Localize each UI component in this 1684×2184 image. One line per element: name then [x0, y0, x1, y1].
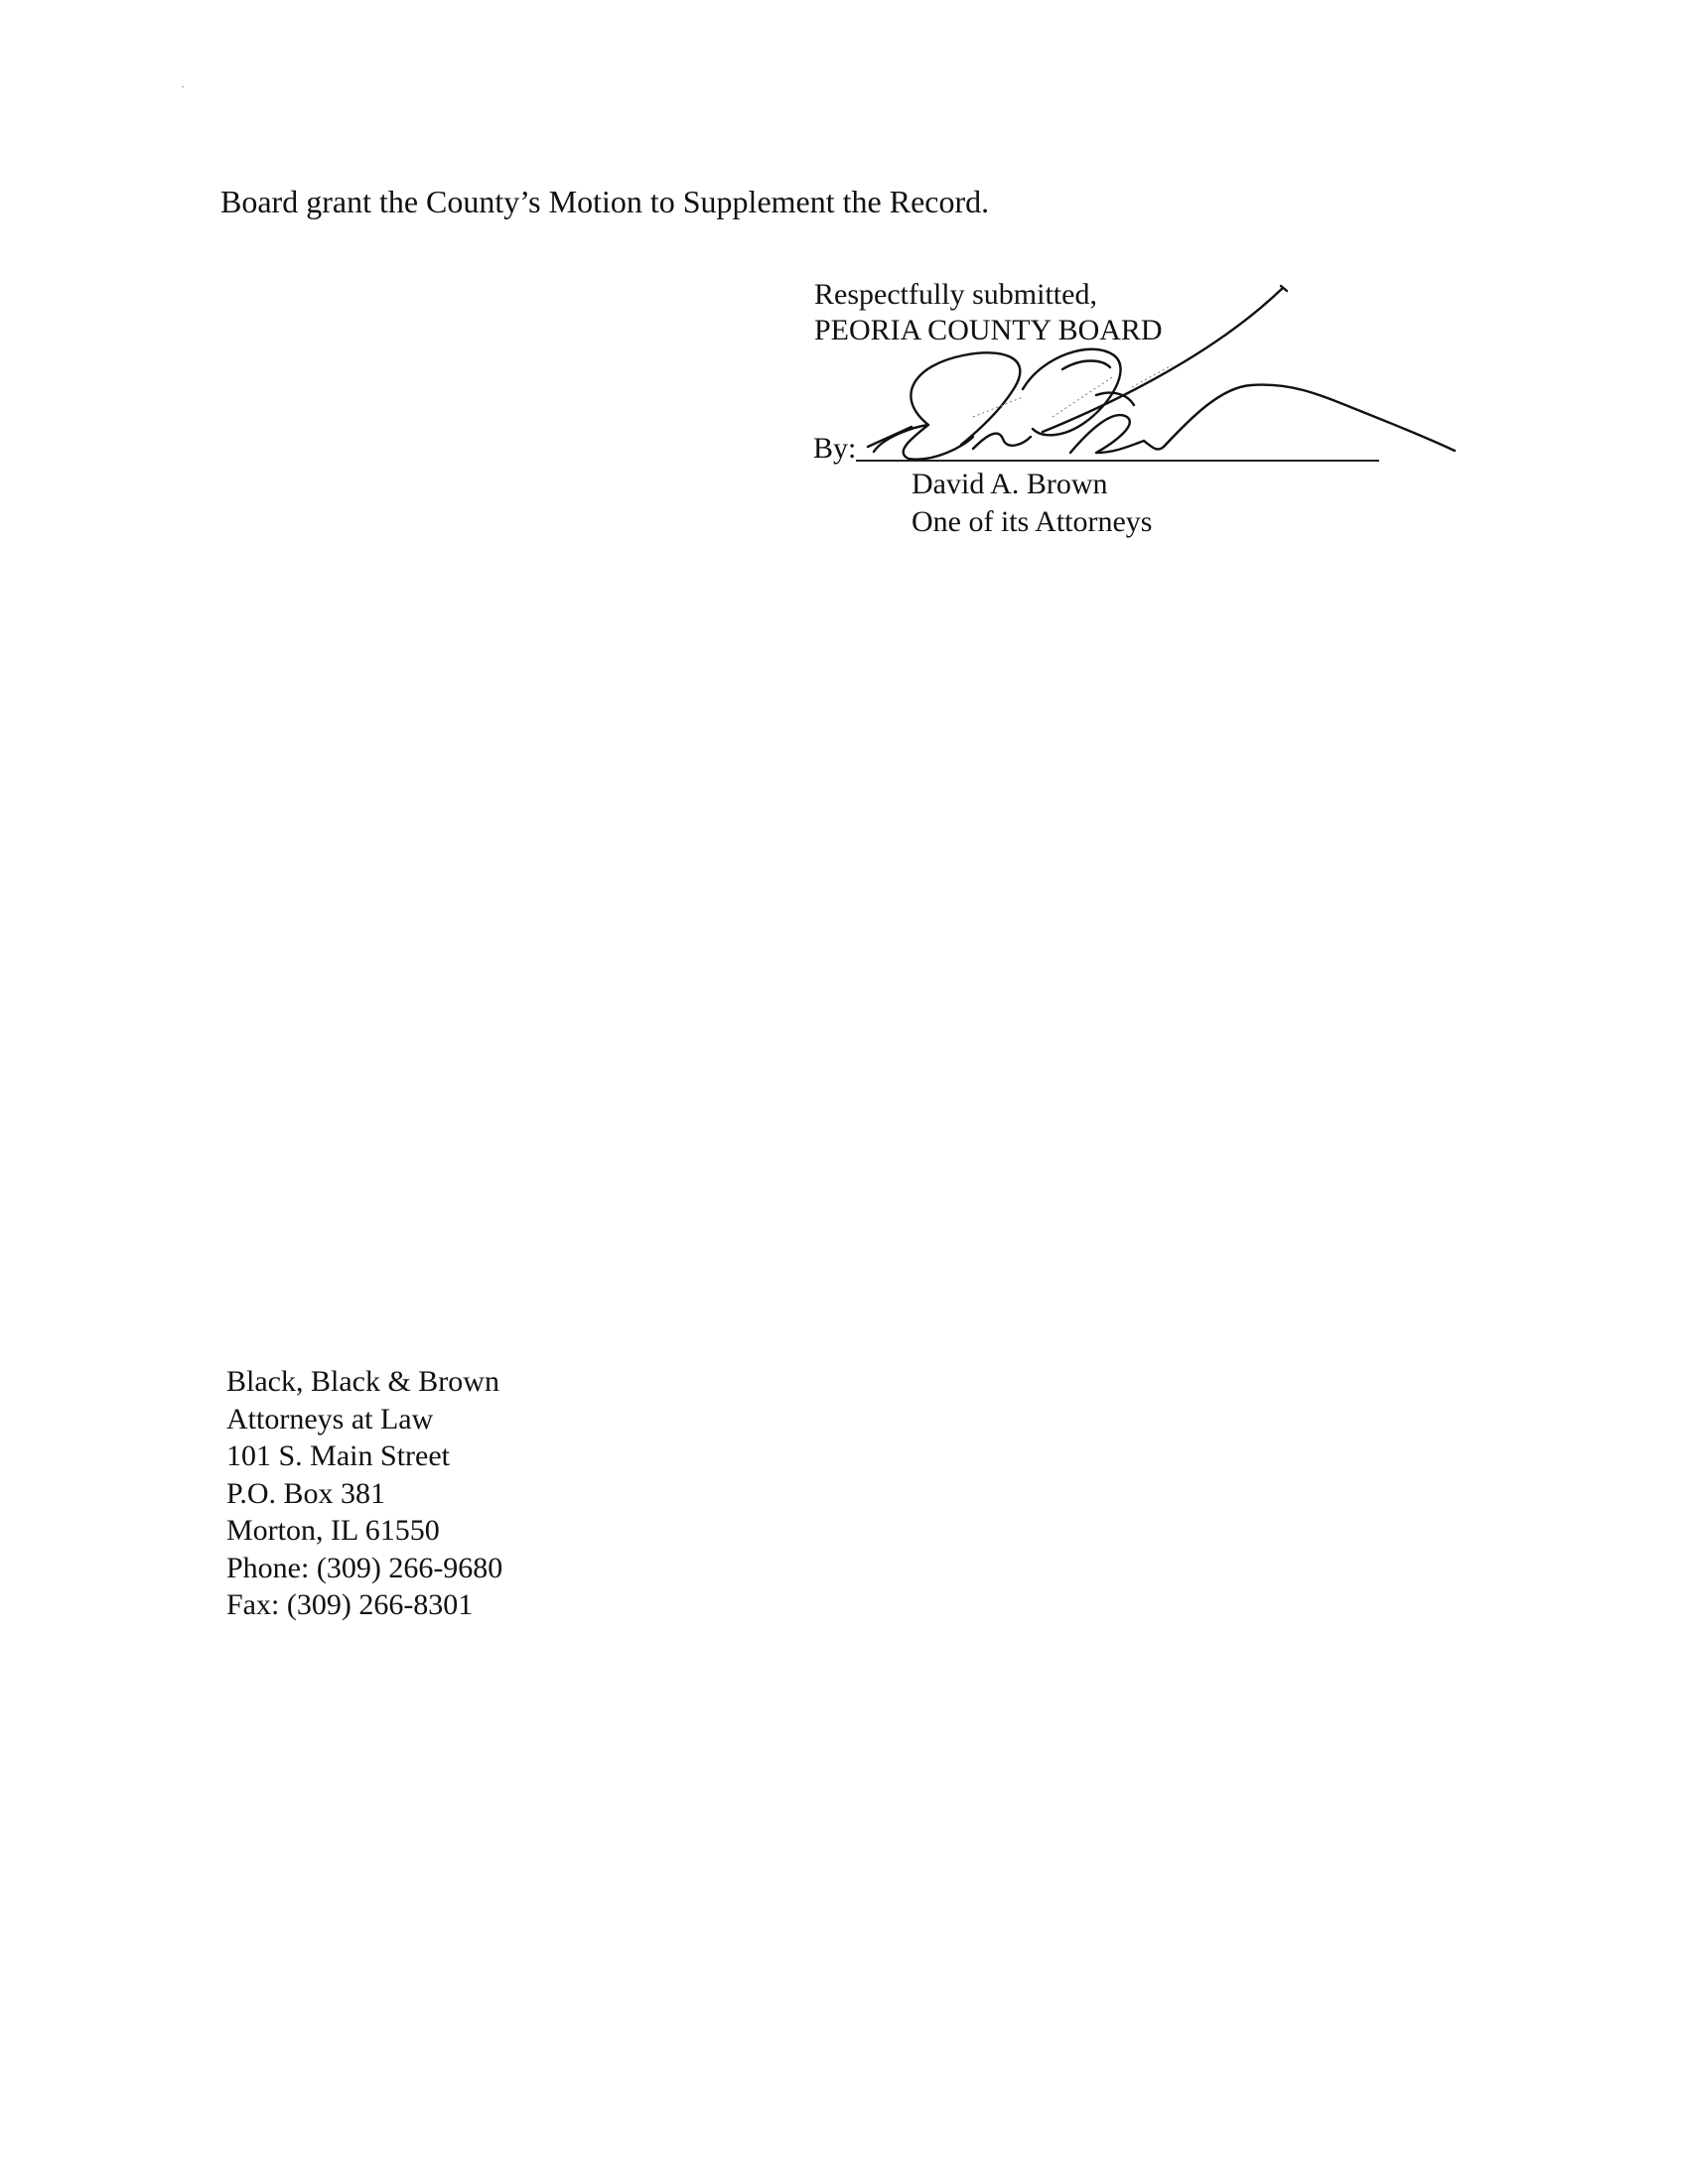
party-name: PEORIA COUNTY BOARD: [814, 314, 1163, 346]
by-label: By:: [813, 432, 857, 465]
firm-title: Attorneys at Law: [226, 1402, 434, 1435]
firm-phone: Phone: (309) 266-9680: [226, 1551, 503, 1584]
firm-name: Black, Black & Brown: [226, 1365, 499, 1398]
firm-street: 101 S. Main Street: [226, 1439, 450, 1472]
closing-paragraph: Board grant the County’s Motion to Supplement the Record.: [220, 184, 990, 219]
law-firm-address-block: [226, 1363, 502, 1624]
firm-po-box: P.O. Box 381: [226, 1476, 386, 1510]
firm-fax: Fax: (309) 266-8301: [226, 1588, 474, 1621]
respectfully-submitted-text: Respectfully submitted,: [814, 278, 1097, 311]
scan-speck: [182, 86, 184, 87]
signer-name: David A. Brown: [912, 468, 1108, 500]
signature-line: [856, 460, 1379, 462]
signer-role: One of its Attorneys: [912, 505, 1153, 538]
firm-city-state-zip: Morton, IL 61550: [226, 1514, 440, 1547]
